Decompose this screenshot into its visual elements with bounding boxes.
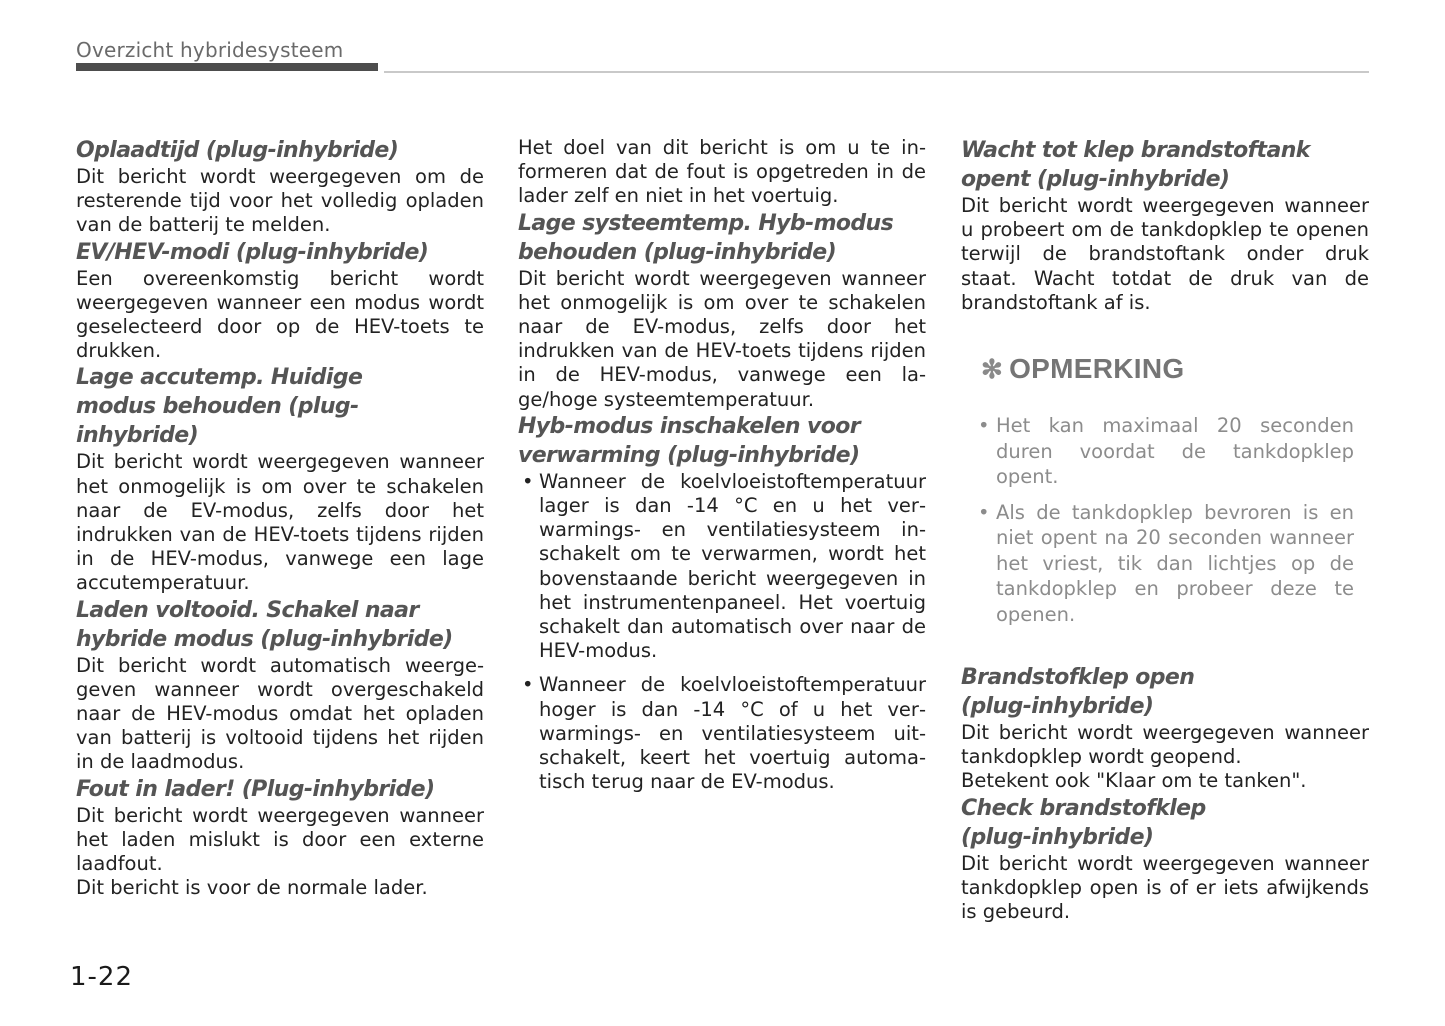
heading-lage-systeemtemp: Lage systeemtemp. Hyb-modus behouden (plug-inhybride) [518, 210, 894, 265]
text-lader-intro: Het doel van dit bericht is om u te informeren dat de fout is opgetreden in de lader zelf en niet in het voertuig. [518, 136, 926, 208]
text-wacht-tot-klep: Dit bericht wordt weergegeven wanneer u probeert om de tankdopklep te openen terwijl de brandstoftank onder druk staat. Wacht totdat de druk van de brandstoftank af is. [961, 194, 1369, 314]
text-laden-voltooid: Dit bericht wordt automatisch weergegeven wanneer wordt overgeschakeld naar de HEV-modus omdat het opladen van batterij is voltooid tijdens het rijden in de laadmodus. [76, 653, 484, 774]
note-heading [981, 353, 1369, 385]
note-list [976, 413, 1354, 627]
text-normale-lader: Dit bericht is voor de normale lader. [76, 876, 428, 900]
heading-ev-hev-modi: EV/HEV-modi (plug-inhybride) [76, 239, 429, 265]
page-number: 1-22 [70, 962, 134, 992]
column-middle [518, 136, 926, 804]
text-check-brandstofklep: Dit bericht wordt weergegeven wanneer tankdopklep open is of er iets afwijkends is gebeurd. [961, 851, 1369, 924]
heading-brandstofklep-open: Brandstofklep open (plug-inhybride) [961, 665, 1195, 720]
heading-fout-in-lader: Fout in lader! (Plug-inhybride) [76, 776, 435, 802]
bullet-list-verwarming [518, 470, 926, 795]
text-oplaadtijd: Dit bericht wordt weergegeven om de resterende tijd voor het volledig opladen van de batterij te melden. [76, 165, 484, 237]
text-fout-in-lader: Dit bericht wordt weergegeven wanneer het laden mislukt is door een externe laadfout. [76, 803, 484, 876]
text-lage-accutemp: Dit bericht wordt weergegeven wanneer het onmogelijk is om over te schakelen naar de EV-modus, zelfs door het indrukken van de HEV-toets tijdens rijden in de HEV-modus, vanwege een lage accutemperatuur. [76, 450, 484, 595]
note-title: OPMERKING [1009, 353, 1185, 385]
heading-lage-accutemp: Lage accutemp. Huidige modus behouden (plug-inhybride) [76, 365, 363, 449]
heading-hyb-modus-verwarming: Hyb-modus inschakelen voor verwarming (plug-inhybride) [518, 413, 861, 468]
text-lage-systeemtemp: Dit bericht wordt weergegeven wanneer het onmogelijk is om over te schakelen naar de EV-modus, zelfs door het indrukken van de HEV-toets tijdens rijden in de HEV-modus, vanwege een lage/hoge systeemtemperatuur. [518, 266, 926, 411]
asterisk-icon: ✻ [981, 353, 1004, 384]
column-right [961, 136, 1369, 924]
header-rule [384, 71, 1369, 73]
text-ev-hev-modi: Een overeenkomstig bericht wordt weergegeven wanneer een modus wordt geselecteerd door op de HEV-toets te drukken. [76, 266, 484, 363]
heading-laden-voltooid: Laden voltooid. Schakel naar hybride modus (plug-inhybride) [76, 597, 453, 652]
list-item: • Wanneer de koelvloeistoftemperatuur hoger is dan -14 °C of u het verwarmings- en ventilatiesysteem uitschakelt, keert het voertuig automatisch terug naar de EV-modus. [522, 673, 926, 794]
heading-check-brandstofklep: Check brandstofklep (plug-inhybride) [961, 795, 1206, 850]
heading-oplaadtijd: Oplaadtijd (plug-inhybride) [76, 138, 399, 163]
list-item: • Als de tankdopklep bevroren is en niet opent na 20 seconden wanneer het vriest, tik dan lichtjes op de tankdopklep en probeer deze te openen. [978, 500, 1354, 626]
heading-wacht-tot-klep: Wacht tot klep brandstoftank opent (plug-inhybride) [961, 138, 1310, 192]
text-brandstofklep-open: Dit bericht wordt weergegeven wanneer tankdopklep wordt geopend. [961, 721, 1369, 769]
column-left [76, 136, 484, 900]
header-bar [76, 63, 378, 71]
section-header-title: Overzicht hybridesysteem [76, 38, 344, 62]
list-item: • Het kan maximaal 20 seconden duren voordat de tankdopklep opent. [978, 414, 1354, 489]
list-item: • Wanneer de koelvloeistoftemperatuur lager is dan -14 °C en u het verwarmings- en ventilatiesysteem inschakelt om te verwarmen, wordt het bovenstaande bericht weergegeven in het instrumentenpaneel. Het voertuig schakelt dan automatisch over naar de HEV-modus. [522, 469, 926, 663]
text-klaar-om-te-tanken: Betekent ook "Klaar om te tanken". [961, 769, 1307, 793]
